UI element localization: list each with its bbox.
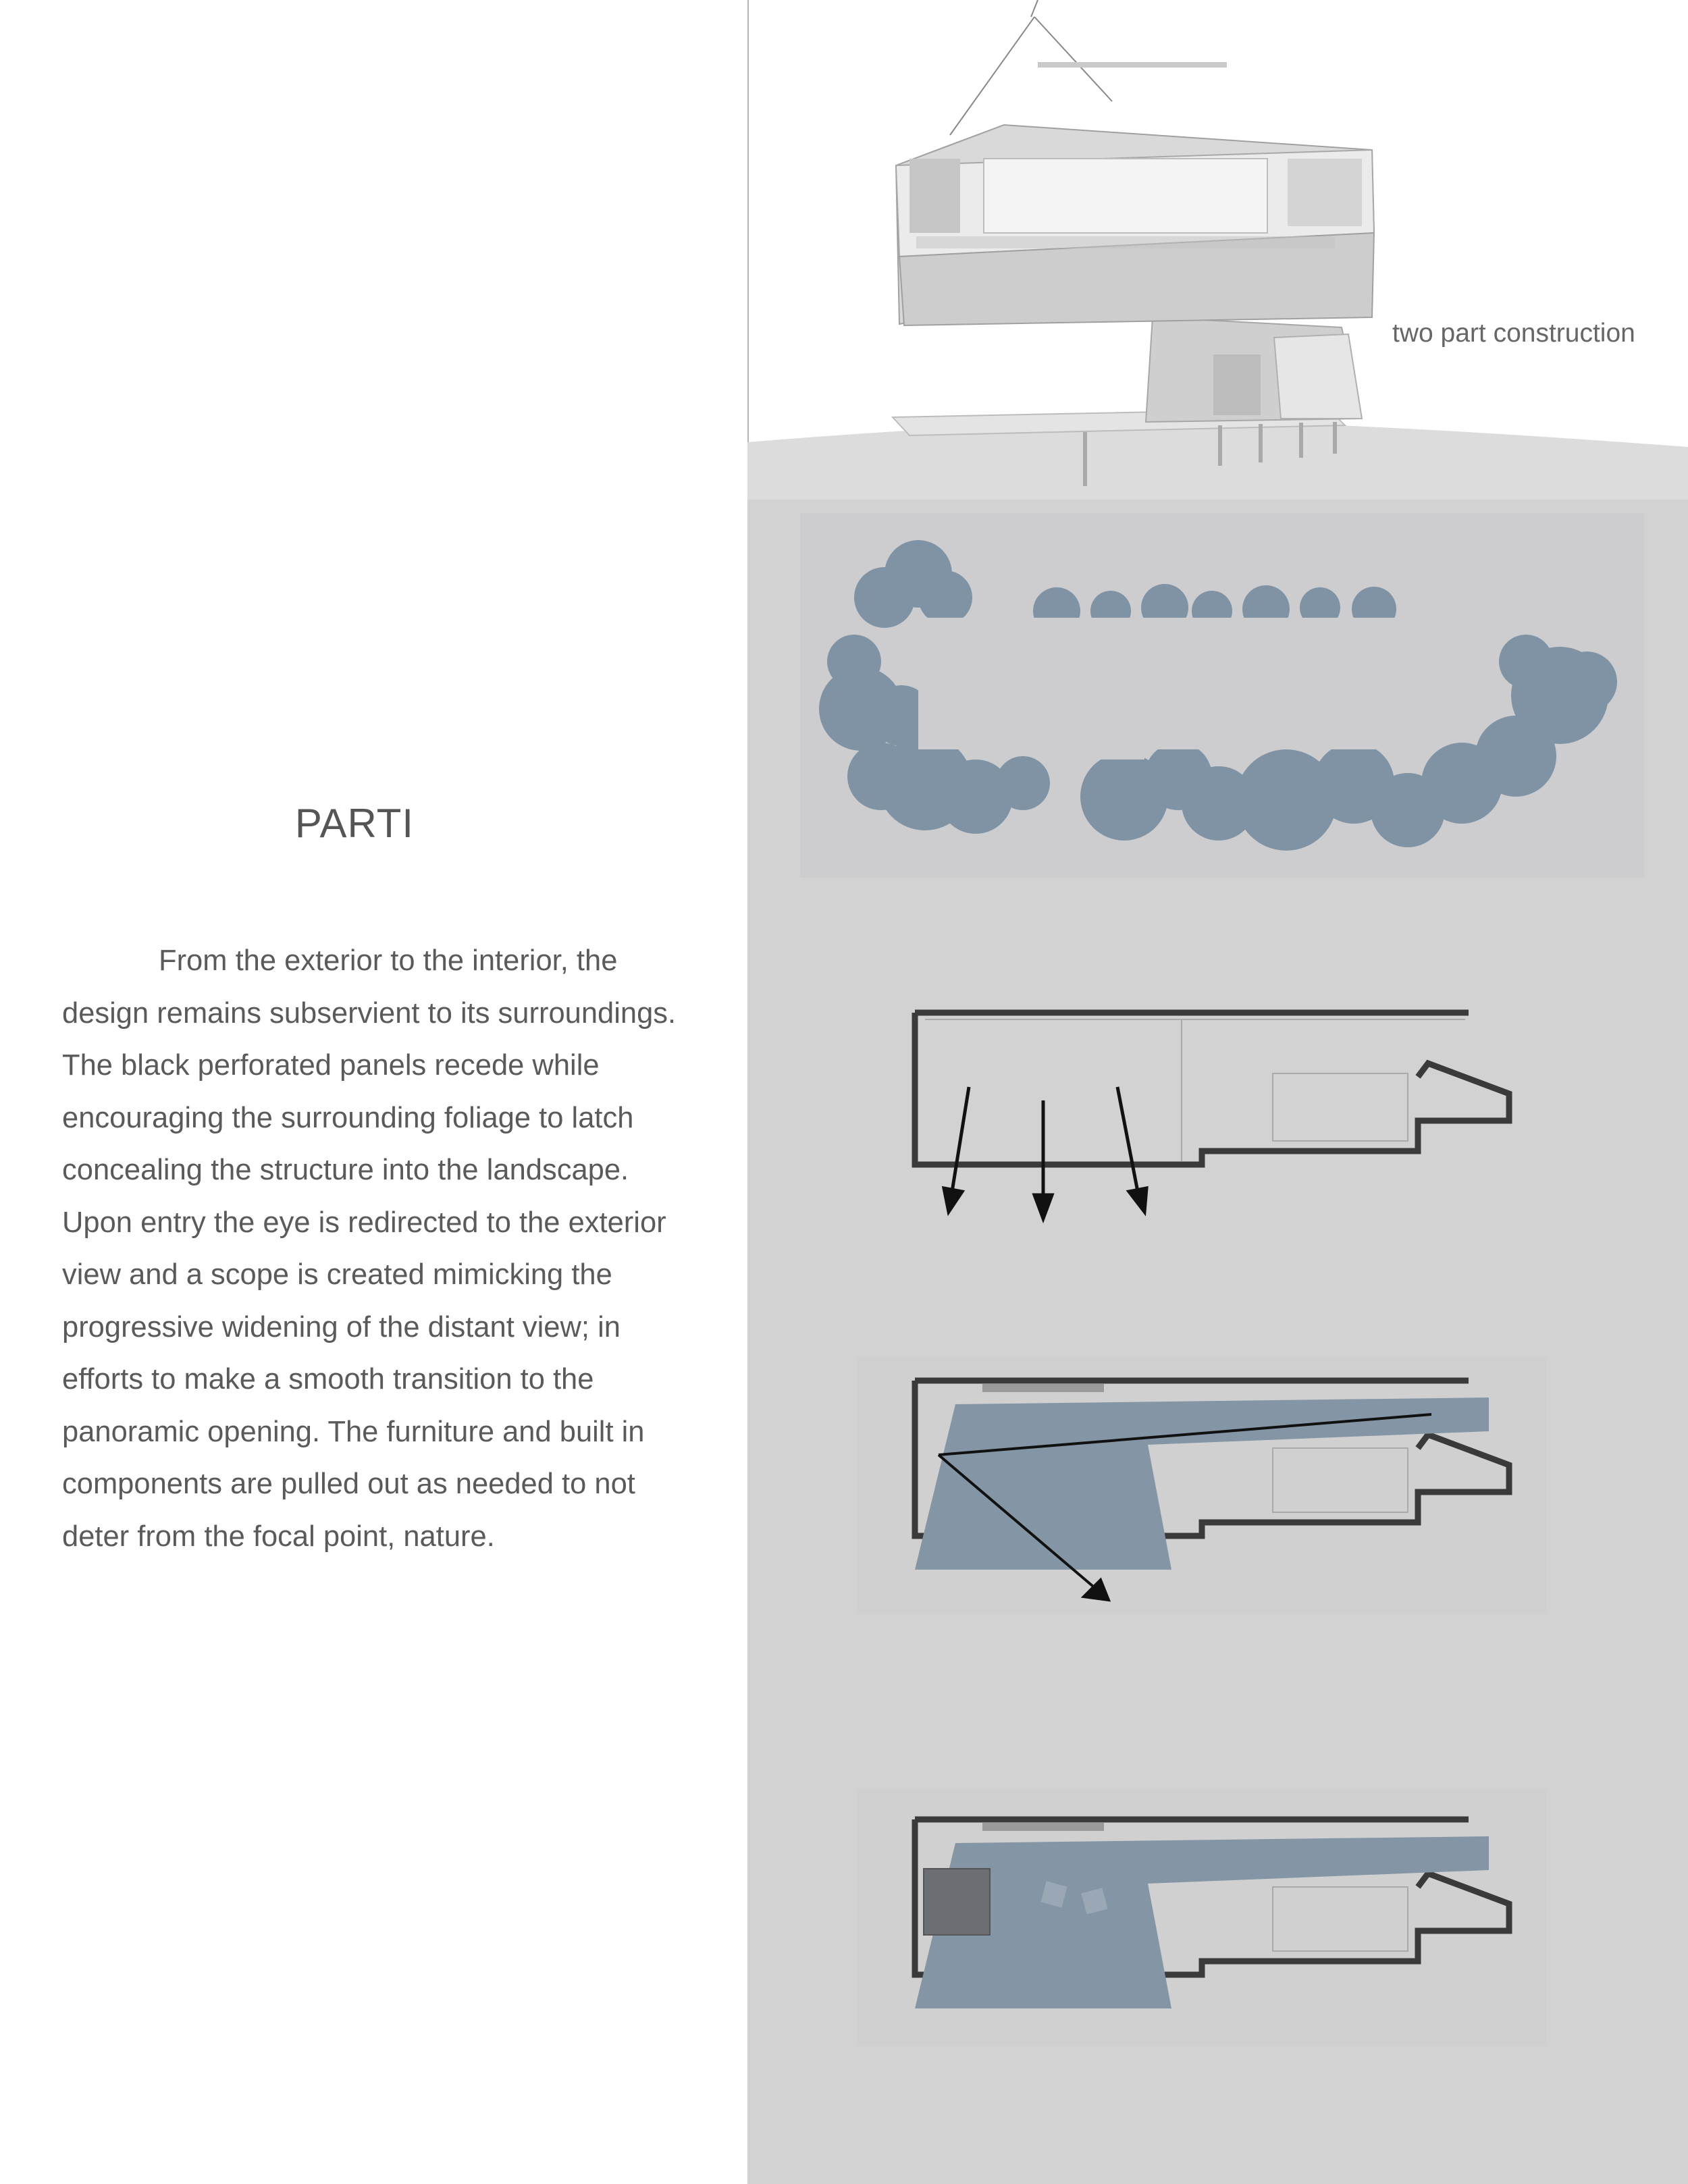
page-title: PARTI xyxy=(294,801,415,846)
plan-diagram-views xyxy=(898,999,1539,1229)
view-arrow-icon xyxy=(944,1087,1146,1219)
parti-description: From the exterior to the interior, the design remains subservient to its surroundings. The black perforated panels recede while encouraging the surrounding foliage to latch concealing the structure into the landscape. Upon entry the eye is redirected to the exterior view and a scope is created mimicking the progressive widening of the distant view; in efforts to make a smooth transition to the panoramic opening. The furniture and built in components are pulled out as needed to not deter from the focal point, nature. xyxy=(62,944,677,1553)
plan-diagram-furniture xyxy=(858,1789,1546,2046)
building-render-illustration xyxy=(747,0,1688,500)
sofa-furniture xyxy=(924,1869,990,1935)
render-caption: two part construction xyxy=(1392,319,1635,348)
plan-diagram-scope xyxy=(858,1357,1546,1614)
site-plan-foliage-diagram xyxy=(800,513,1644,878)
left-text-panel xyxy=(0,0,747,2184)
